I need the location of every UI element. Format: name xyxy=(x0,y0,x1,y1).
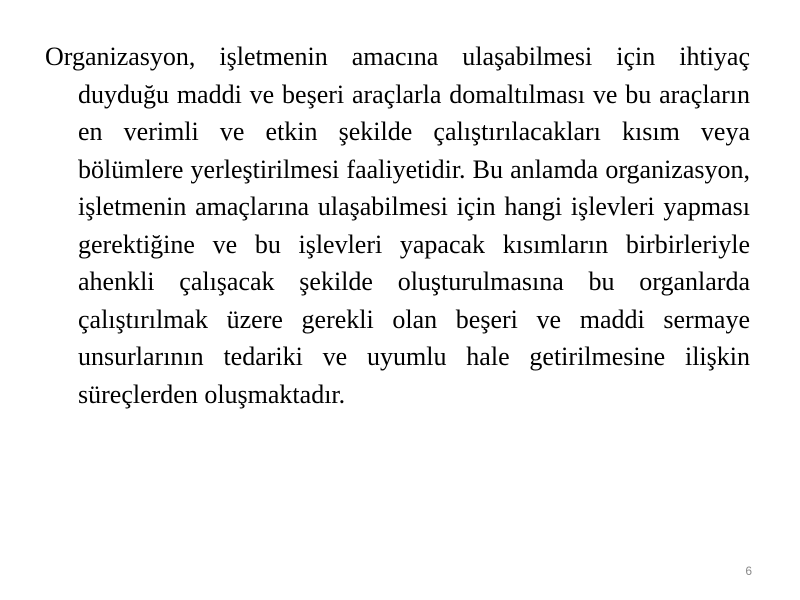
slide-page-number: 6 xyxy=(745,564,752,578)
slide-body-paragraph: Organizasyon, işletmenin amacına ulaşabilmesi için ihtiyaç duyduğu maddi ve beşeri araçlarla domaltılması ve bu araçların en verimli ve etkin şekilde çalıştırılacakları kısım veya bölümlere yerleştirilmesi faaliyetidir. Bu anlamda organizasyon, işletmenin amaçlarına ulaşabilmesi için hangi işlevleri yapması gerektiğine ve bu işlevleri yapacak kısımların birbirleriyle ahenkli çalışacak şekilde oluşturulmasına bu organlarda çalıştırılmak üzere gerekli olan beşeri ve maddi sermaye unsurlarının tedariki ve uyumlu hale getirilmesine ilişkin süreçlerden oluşmaktadır. xyxy=(45,42,750,409)
